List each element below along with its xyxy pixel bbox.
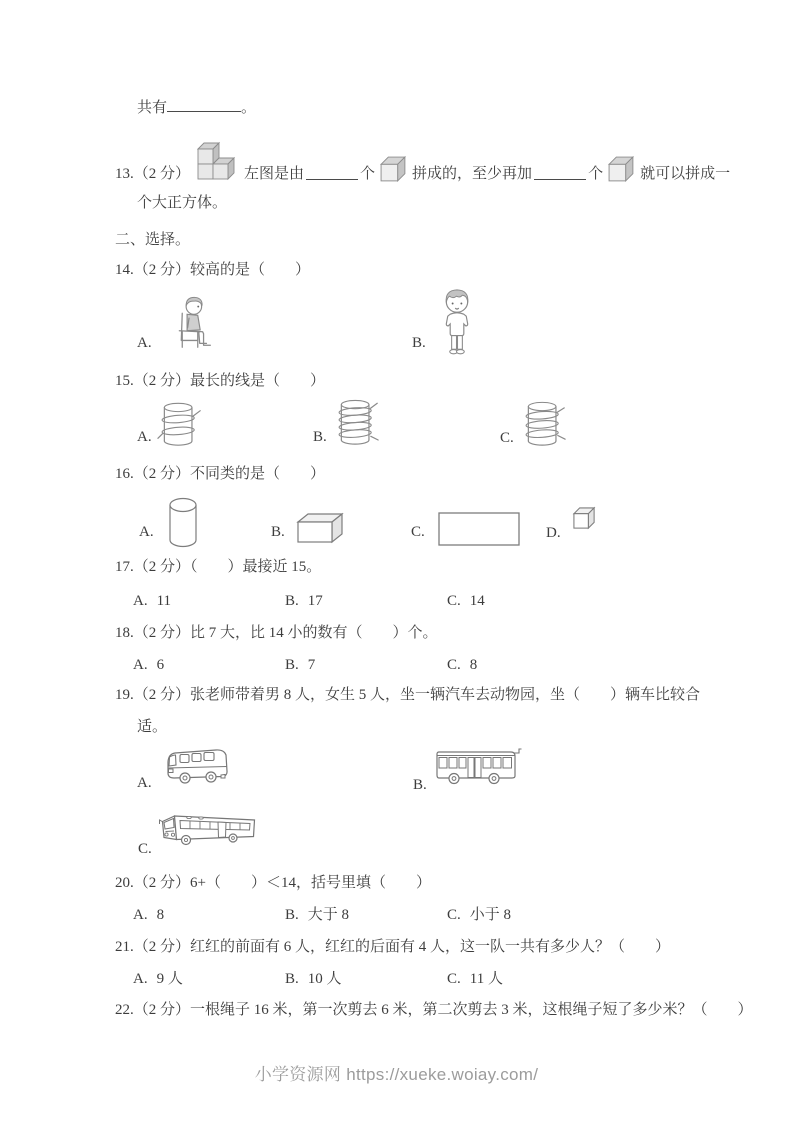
- q21-option-c: [447, 968, 503, 990]
- option-value: 大于 8: [307, 907, 350, 923]
- q12-answer-line: [137, 97, 256, 119]
- question-19-text-line1: 19.（2 分）张老师带着男 8 人，女生 5 人，坐一辆汽车去动物园，坐（ ）辆车比较合: [115, 687, 701, 703]
- q20-option-a: [133, 904, 164, 926]
- cylinder-with-3-rope-loops-icon: [521, 399, 567, 449]
- option-value: 17: [307, 593, 323, 609]
- option-letter: A.: [133, 657, 148, 673]
- q19-option-a-label: A.: [137, 775, 152, 791]
- q14-option-a-label: A.: [137, 335, 152, 351]
- section-2-heading: 二、选择。: [115, 232, 191, 248]
- site-footer: 小学资源网 https://xueke.woiay.com/: [254, 1065, 539, 1084]
- question-21-text: 21.（2 分）红红的前面有 6 人，红红的后面有 4 人，这一队一共有多少人？（ ）: [115, 939, 671, 955]
- q13-blank-1: [306, 165, 358, 180]
- q16-option-a-label: A.: [139, 524, 154, 540]
- option-value: 11: [156, 593, 172, 609]
- q13-seg-middle: 拼成的，至少再加: [412, 166, 533, 182]
- l-shaped-three-cubes-icon: [194, 139, 240, 183]
- question-15-text: 15.（2 分）最长的线是（ ）: [115, 373, 326, 389]
- q13-unit-1: 个: [360, 166, 376, 182]
- question-20-text: 20.（2 分）6+（ ）＜14，括号里填（ ）: [115, 875, 431, 891]
- q17-option-a: [133, 590, 171, 612]
- option-letter: A.: [133, 593, 148, 609]
- cylinder-with-2-rope-loops-icon: [157, 400, 203, 449]
- q13-continuation: 个大正方体。: [137, 195, 228, 211]
- option-letter: C.: [447, 657, 461, 673]
- cube-icon: [572, 506, 597, 531]
- q12-suffix: 。: [241, 100, 257, 116]
- q16-option-b-label: B.: [271, 524, 285, 540]
- q18-option-c: [447, 654, 477, 676]
- option-value: 7: [307, 657, 316, 673]
- q13-seg-end: 就可以拼成一: [640, 166, 731, 182]
- option-letter: B.: [285, 907, 299, 923]
- q15-option-c-label: C.: [500, 430, 514, 446]
- q16-option-c-label: C.: [411, 524, 425, 540]
- boy-sitting-on-chair-icon: [158, 292, 222, 354]
- option-value: 10 人: [307, 971, 342, 987]
- q21-option-b: [285, 968, 342, 990]
- q13-unit-2: 个: [588, 166, 604, 182]
- option-letter: A.: [133, 907, 148, 923]
- q14-option-b-label: B.: [412, 335, 426, 351]
- option-letter: C.: [447, 907, 461, 923]
- q13-blank-2: [534, 165, 586, 180]
- option-letter: B.: [285, 971, 299, 987]
- cylinder-icon: [164, 497, 202, 549]
- option-value: 14: [469, 593, 485, 609]
- q20-option-b: [285, 904, 349, 926]
- option-value: 9 人: [156, 971, 183, 987]
- unit-cube-icon: [607, 156, 636, 183]
- question-16-text: 16.（2 分）不同类的是（ ）: [115, 466, 326, 482]
- q17-option-b: [285, 590, 323, 612]
- q21-option-a: [133, 968, 183, 990]
- minibus-icon: [162, 744, 234, 792]
- q17-option-c: [447, 590, 485, 612]
- q16-option-d-label: D.: [546, 525, 561, 541]
- q13-number: 13.（2 分）: [115, 166, 191, 182]
- unit-cube-icon: [379, 156, 408, 183]
- option-letter: B.: [285, 657, 299, 673]
- q18-option-b: [285, 654, 315, 676]
- q12-blank: [167, 97, 241, 112]
- option-value: 11 人: [469, 971, 503, 987]
- boy-standing-icon: [432, 286, 482, 358]
- option-value: 8: [469, 657, 478, 673]
- question-22-text: 22.（2 分）一根绳子 16 米，第一次剪去 6 米，第二次剪去 3 米，这根绳子短了多少米？（ ）: [115, 1002, 753, 1018]
- question-13: [115, 139, 730, 187]
- q18-option-a: [133, 654, 164, 676]
- rectangle-icon: [438, 512, 520, 546]
- q20-option-c: [447, 904, 511, 926]
- q15-option-b-label: B.: [313, 429, 327, 445]
- option-value: 小于 8: [469, 907, 512, 923]
- q15-option-a-label: A.: [137, 429, 152, 445]
- cuboid-icon: [296, 511, 344, 545]
- option-value: 6: [156, 657, 165, 673]
- city-bus-icon: [434, 747, 522, 791]
- q19-option-b-label: B.: [413, 777, 427, 793]
- question-18-text: 18.（2 分）比 7 大，比 14 小的数有（ ）个。: [115, 625, 438, 641]
- question-17-text: 17.（2 分）（ ）最接近 15。: [115, 559, 322, 575]
- coach-bus-icon: [157, 808, 263, 852]
- option-letter: B.: [285, 593, 299, 609]
- question-14-text: 14.（2 分）较高的是（ ）: [115, 262, 311, 278]
- question-19-text-line2: 适。: [137, 719, 168, 735]
- option-value: 8: [156, 907, 165, 923]
- option-letter: A.: [133, 971, 148, 987]
- q19-option-c-label: C.: [138, 841, 152, 857]
- q13-seg-after-figure: 左图是由: [244, 166, 305, 182]
- option-letter: C.: [447, 971, 461, 987]
- option-letter: C.: [447, 593, 461, 609]
- q12-prefix: 共有: [137, 100, 168, 116]
- cylinder-with-4-rope-loops-icon: [334, 397, 380, 449]
